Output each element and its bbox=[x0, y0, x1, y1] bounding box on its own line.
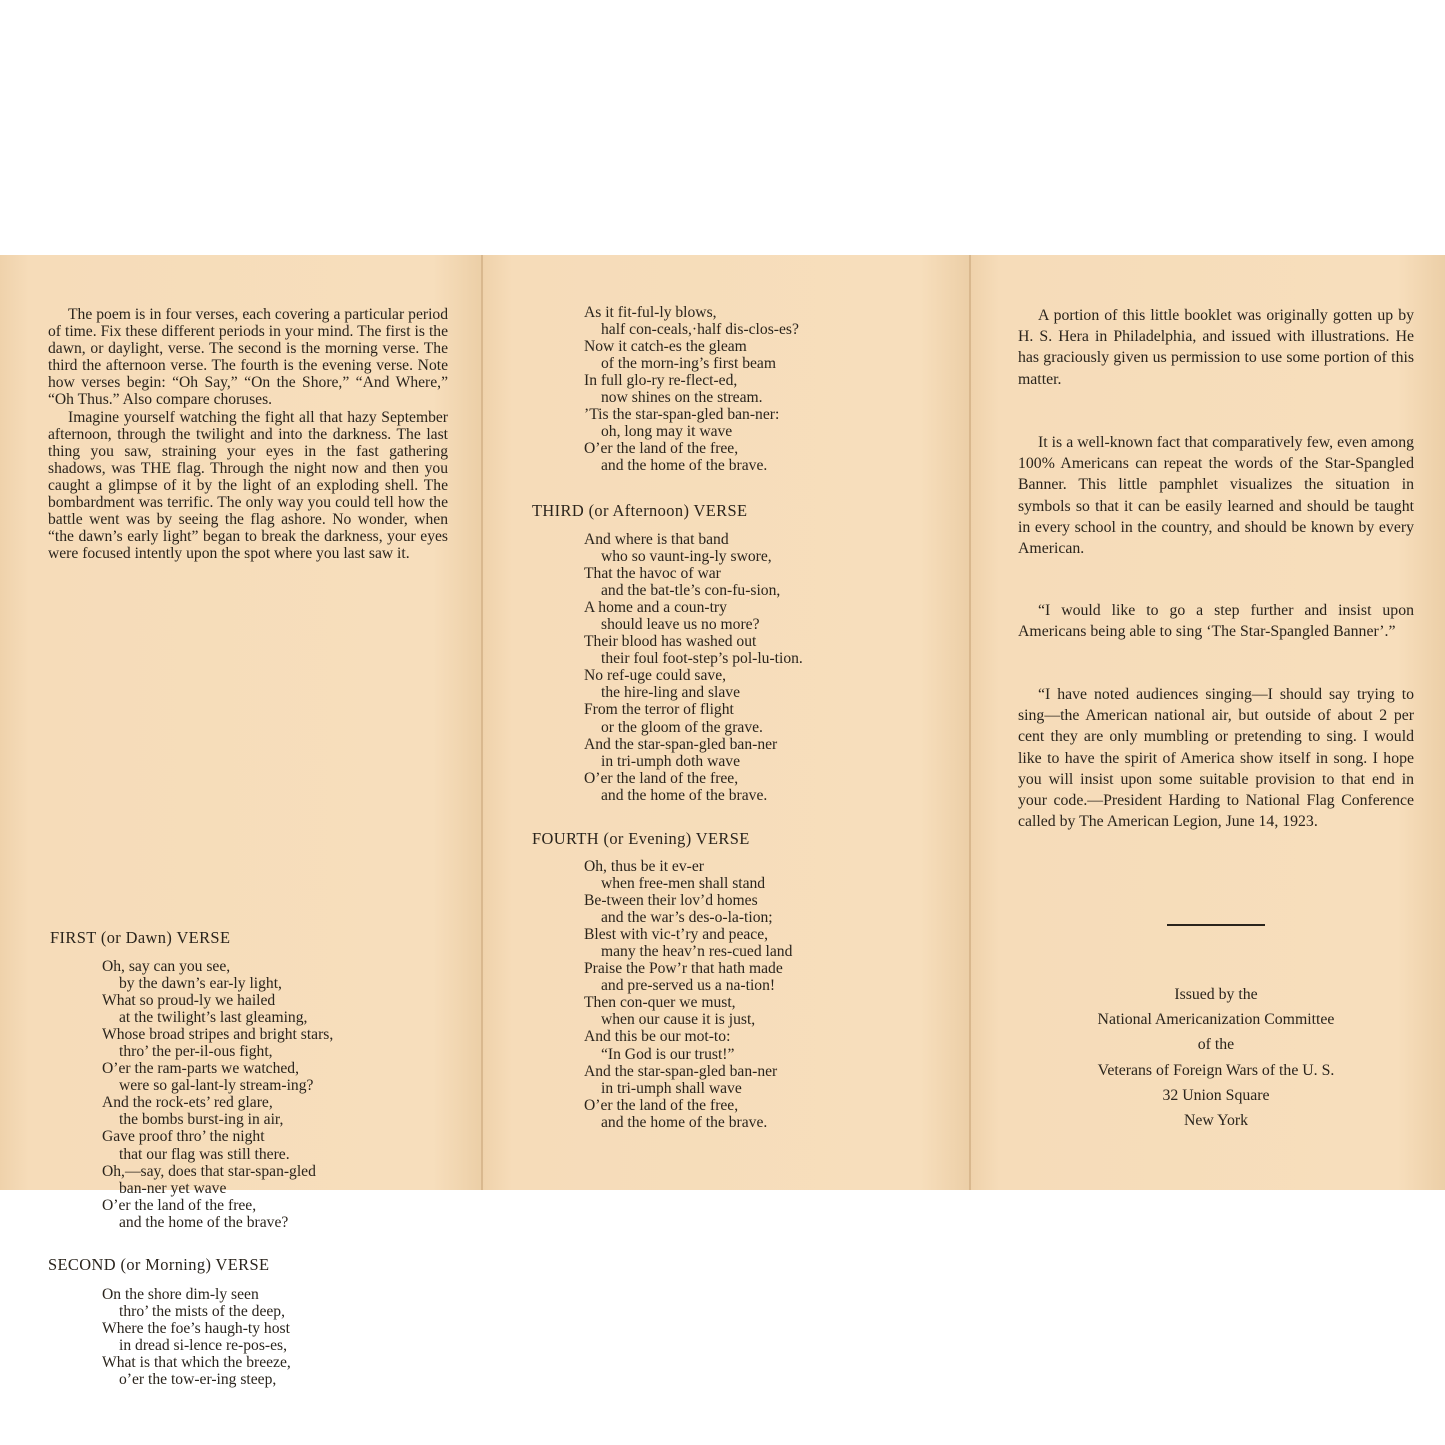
verse-line: O’er the land of the free, bbox=[584, 1096, 739, 1114]
verse-line: the bombs burst-ing in air, bbox=[119, 1111, 284, 1129]
verse-line: in dread si-lence re-pos-es, bbox=[119, 1337, 287, 1355]
verse-line: and the bat-tle’s con-fu-sion, bbox=[601, 582, 781, 600]
paragraph-quote-1: “I would like to go a step further and insist upon Americans being able to sing ‘The Star-Spangled Banner’.” bbox=[1018, 602, 1414, 641]
divider-rule bbox=[1167, 924, 1265, 926]
second-verse-continued bbox=[584, 304, 799, 474]
verse-line: Where the foe’s haugh-ty host bbox=[102, 1320, 290, 1338]
second-verse-heading: SECOND (or Morning) VERSE bbox=[48, 1255, 270, 1274]
verse-line: at the twilight’s last gleaming, bbox=[119, 1009, 308, 1027]
fourth-verse-heading: FOURTH (or Evening) VERSE bbox=[532, 829, 750, 848]
verse-line: and the home of the brave. bbox=[601, 1113, 768, 1131]
verse-line: And the star-span-gled ban-ner bbox=[584, 735, 778, 753]
verse-line: when our cause it is just, bbox=[601, 1011, 756, 1029]
verse-line: now shines on the stream. bbox=[601, 389, 763, 407]
verse-line: Then con-quer we must, bbox=[584, 994, 736, 1012]
issued-by-block bbox=[1011, 982, 1421, 1133]
verse-line: should leave us no more? bbox=[601, 616, 760, 634]
verse-line: oh, long may it wave bbox=[601, 423, 733, 441]
verse-line: From the terror of flight bbox=[584, 701, 734, 719]
paragraph-fact: It is a well-known fact that comparatively few, even among 100% Americans can repeat the words of the Star-Spangled Banner. This little pamphlet visualizes the situation in symbols so that it can be easily learned and should be taught in every school in the country, and should be known by every American. bbox=[1018, 434, 1414, 558]
verse-line: in tri-umph shall wave bbox=[601, 1079, 742, 1097]
issued-line: 32 Union Square bbox=[1162, 1086, 1270, 1104]
issued-line: New York bbox=[1183, 1112, 1249, 1130]
verse-line: Blest with vic-t’ry and peace, bbox=[584, 926, 769, 944]
intro-paragraph: The poem is in four verses, each covering a particular period of time. Fix these different periods in your mind. The first is the dawn, or daylight, verse. The second is the morning verse. The third the afternoon verse. The fourth is the evening verse. Note how verses begin: “Oh Say,” “On the Shore,” “And Where,” “Oh Thus.” Also compare choruses. bbox=[48, 306, 448, 409]
verse-line: Gave proof thro’ the night bbox=[102, 1128, 265, 1146]
verse-line: half con-ceals,·half dis-clos-es? bbox=[601, 321, 799, 339]
verse-line: As it fit-ful-ly blows, bbox=[584, 304, 717, 321]
pamphlet-sheet bbox=[0, 255, 1445, 1389]
verse-line: On the shore dim-ly seen bbox=[102, 1286, 259, 1303]
issued-line: National Americanization Committee bbox=[1097, 1011, 1335, 1029]
verse-line: Their blood has washed out bbox=[584, 633, 757, 651]
panel-left bbox=[0, 255, 483, 1389]
verse-line: or the gloom of the grave. bbox=[601, 718, 763, 736]
verse-line: A home and a coun-try bbox=[584, 599, 727, 617]
verse-line: O’er the land of the free, bbox=[584, 769, 739, 787]
verse-line: were so gal-lant-ly stream-ing? bbox=[119, 1077, 314, 1095]
verse-line: And where is that band bbox=[584, 531, 729, 548]
verse-line: and the home of the brave. bbox=[601, 786, 768, 804]
verse-line: Now it catch-es the gleam bbox=[584, 338, 747, 356]
fourth-verse bbox=[584, 858, 792, 1131]
second-verse bbox=[102, 1286, 291, 1388]
verse-line: in tri-umph doth wave bbox=[601, 752, 741, 770]
verse-line: who so vaunt-ing-ly swore, bbox=[601, 548, 772, 566]
issued-line: Issued by the bbox=[1174, 986, 1258, 1003]
third-verse bbox=[584, 531, 803, 804]
verse-line: o’er the tow-er-ing steep, bbox=[119, 1371, 277, 1389]
verse-line: by the dawn’s ear-ly light, bbox=[119, 975, 282, 993]
panel-middle bbox=[483, 255, 971, 1190]
verse-line: No ref-uge could save, bbox=[584, 667, 727, 685]
verse-line: thro’ the per-il-ous fight, bbox=[119, 1043, 273, 1061]
verse-line: thro’ the mists of the deep, bbox=[119, 1303, 286, 1321]
intro-paragraph: Imagine yourself watching the fight all that hazy September afternoon, through the twilight and into the darkness. The last thing you saw, straining your eyes in the fast gathering shadows, was THE flag. Through the night now and then you caught a glimpse of it by the light of an exploding shell. The bombardment was terrific. The only way you could tell how the battle went was by seeing the flag ashore. No wonder, when “the dawn’s early light” began to break the darkness, your eyes were focused intently upon the spot where you last saw it. bbox=[48, 408, 448, 563]
verse-line: their foul foot-step’s pol-lu-tion. bbox=[601, 650, 803, 668]
verse-line: Be-tween their lov’d homes bbox=[584, 892, 758, 910]
verse-line: Praise the Pow’r that hath made bbox=[584, 960, 783, 978]
first-verse-heading: FIRST (or Dawn) VERSE bbox=[50, 928, 231, 947]
verse-line: O’er the land of the free, bbox=[102, 1196, 257, 1214]
panel-right bbox=[971, 255, 1445, 1190]
verse-line: and the home of the brave. bbox=[601, 457, 768, 475]
first-verse bbox=[102, 958, 333, 1231]
third-verse-heading: THIRD (or Afternoon) VERSE bbox=[532, 501, 748, 520]
verse-line: O’er the land of the free, bbox=[584, 440, 739, 458]
verse-line: that our flag was still there. bbox=[119, 1145, 290, 1163]
verse-line: And this be our mot-to: bbox=[584, 1028, 731, 1046]
verse-line: the hire-ling and slave bbox=[601, 684, 740, 702]
verse-line: Oh, say can you see, bbox=[102, 958, 231, 975]
verse-line: That the havoc of war bbox=[584, 565, 721, 583]
intro-text bbox=[48, 306, 448, 562]
verse-line: In full glo-ry re-flect-ed, bbox=[584, 372, 738, 390]
paragraph-quote-2: “I have noted audiences singing—I should say trying to sing—the American national air, but outside of about 2 per cent they are only mumbling or pretending to sing. I would like to have the spirit of America show itself in song. I hope you will insist upon some suitable provision to that end in your code.—President Harding to National Flag Conference called by The American Legion, June 14, 1923. bbox=[1018, 686, 1414, 831]
verse-line: and the war’s des-o-la-tion; bbox=[601, 909, 773, 927]
verse-line: O’er the ram-parts we watched, bbox=[102, 1060, 299, 1078]
verse-line: when free-men shall stand bbox=[601, 875, 766, 893]
paragraph-origin: A portion of this little booklet was originally gotten up by H. S. Hera in Philadelphia, and issued with illustrations. He has graciously given us permission to use some portion of this matter. bbox=[1018, 307, 1414, 388]
verse-line: of the morn-ing’s first beam bbox=[601, 355, 776, 373]
verse-line: and pre-served us a na-tion! bbox=[601, 977, 776, 995]
verse-line: And the rock-ets’ red glare, bbox=[102, 1094, 273, 1112]
issued-line: of the bbox=[1197, 1036, 1235, 1054]
verse-line: What so proud-ly we hailed bbox=[102, 992, 276, 1010]
verse-line: and the home of the brave? bbox=[119, 1213, 289, 1231]
issued-line: Veterans of Foreign Wars of the U. S. bbox=[1097, 1061, 1335, 1079]
verse-line: What is that which the breeze, bbox=[102, 1354, 291, 1372]
verse-line: Whose broad stripes and bright stars, bbox=[102, 1026, 334, 1044]
verse-line: “In God is our trust!” bbox=[601, 1045, 735, 1063]
verse-line: many the heav’n res-cued land bbox=[601, 943, 793, 961]
verse-line: ban-ner yet wave bbox=[119, 1179, 227, 1197]
verse-line: Oh, thus be it ev-er bbox=[584, 858, 704, 875]
verse-line: Oh,—say, does that star-span-gled bbox=[102, 1162, 316, 1180]
verse-line: ’Tis the star-span-gled ban-ner: bbox=[584, 406, 780, 424]
verse-line: And the star-span-gled ban-ner bbox=[584, 1062, 778, 1080]
